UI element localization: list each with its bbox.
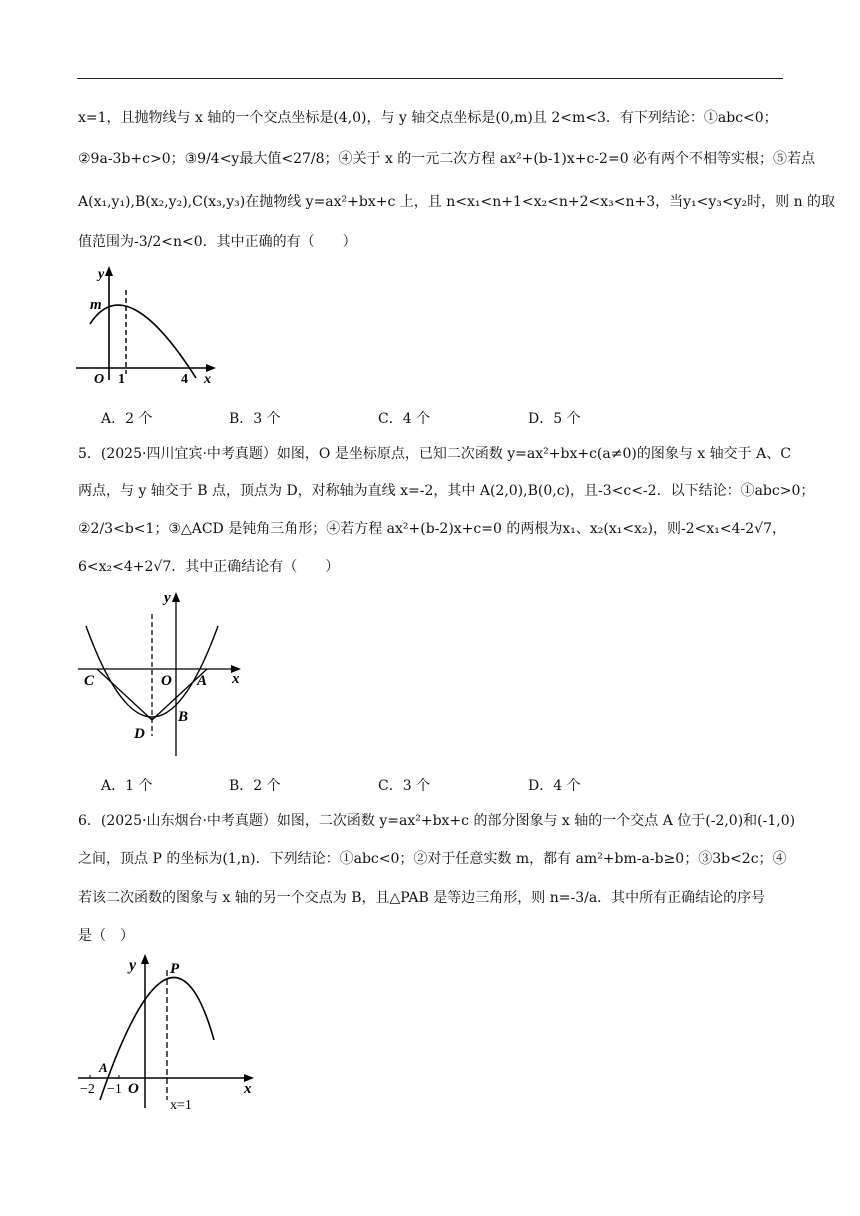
q6-fig-p-label: P — [170, 961, 180, 977]
q5-option-c[interactable]: C．3 个 — [378, 778, 431, 794]
q5-option-b[interactable]: B．2 个 — [229, 778, 281, 794]
q6-line-4: 是（ ） — [78, 928, 134, 944]
q4-line-2: ②9a-3b+c>0；③9/4<y最大值<27/8；④关于 x 的一元二次方程 ax²+(b-1)x+c-2=0 必有两个不相等实根；⑤若点 — [78, 151, 816, 167]
q6-figure — [74, 950, 269, 1115]
q6-fig-axis-label: x=1 — [170, 1098, 192, 1113]
q4-fig-y-label: y — [98, 267, 105, 282]
q4-option-c[interactable]: C．4 个 — [378, 411, 431, 427]
q5-fig-c-label: C — [84, 673, 95, 689]
q5-figure — [74, 586, 254, 766]
q5-fig-a-label: A — [197, 673, 208, 689]
q5-fig-x-label: x — [232, 671, 240, 687]
q4-line-4: 值范围为-3/2<n<0．其中正确的有（ ） — [78, 234, 357, 250]
q6-fig-x-label: x — [244, 1081, 252, 1097]
q5-line-3: ②2/3<b<1；③△ACD 是钝角三角形；④若方程 ax²+(b-2)x+c=0 的两根为x₁、x₂(x₁<x₂)，则-2<x₁<4-2√7， — [78, 521, 787, 537]
q4-fig-origin-label: O — [94, 372, 105, 387]
q5-line-1: 5．(2025·四川宜宾·中考真题）如图，O 是坐标原点，已知二次函数 y=ax²+bx+c(a≠0)的图象与 x 轴交于 A、C — [78, 446, 791, 462]
q6-fig-tick-neg1: −1 — [107, 1082, 122, 1097]
q4-option-a[interactable]: A．2 个 — [101, 411, 153, 427]
q5-fig-d-label: D — [134, 726, 145, 742]
q5-fig-y-label: y — [164, 590, 171, 606]
q6-fig-a-label: A — [99, 1060, 108, 1075]
q4-fig-tick-1: 1 — [118, 372, 125, 387]
q6-line-1: 6．(2025·山东烟台·中考真题）如图，二次函数 y=ax²+bx+c 的部分图象与 x 轴的一个交点 A 位于(-2,0)和(-1,0) — [78, 813, 796, 829]
q6-line-2: 之间，顶点 P 的坐标为(1,n)．下列结论：①abc<0；②对于任意实数 m，都有 am²+bm-a-b≥0；③3b<2c；④ — [78, 851, 787, 867]
q6-line-3: 若该二次函数的图象与 x 轴的另一个交点为 B，且△PAB 是等边三角形，则 n=-3/a．其中所有正确结论的序号 — [78, 890, 766, 906]
q5-fig-b-label: B — [178, 709, 189, 725]
q4-line-1: x=1，且抛物线与 x 轴的一个交点坐标是(4,0)，与 y 轴交点坐标是(0,m)且 2<m<3．有下列结论：①abc<0； — [78, 110, 778, 126]
q4-fig-x-label: x — [204, 372, 211, 387]
q6-fig-tick-neg2: −2 — [80, 1082, 95, 1097]
q5-line-2: 两点，与 y 轴交于 B 点，顶点为 D，对称轴为直线 x=-2，其中 A(2,0),B(0,c)，且-3<c<-2．以下结论：①abc>0； — [78, 483, 815, 499]
q4-option-d[interactable]: D．5 个 — [528, 411, 581, 427]
q5-option-a[interactable]: A．1 个 — [101, 778, 153, 794]
q6-fig-origin-label: O — [128, 1081, 139, 1097]
q4-figure — [74, 262, 224, 392]
q5-option-d[interactable]: D．4 个 — [528, 778, 581, 794]
q4-line-3: A(x₁,y₁),B(x₂,y₂),C(x₃,y₃)在抛物线 y=ax²+bx+c 上，且 n<x₁<n+1<x₂<n+2<x₃<n+3，当y₁<y₃<y₂时，则 n 的取 — [78, 194, 836, 210]
q6-fig-y-label: y — [129, 957, 137, 974]
header-rule — [77, 78, 783, 79]
q5-fig-origin-label: O — [161, 673, 172, 689]
q4-fig-tick-4: 4 — [181, 372, 188, 387]
q5-line-4: 6<x₂<4+2√7．其中正确结论有（ ） — [78, 559, 340, 575]
q4-option-b[interactable]: B．3 个 — [229, 411, 281, 427]
q4-fig-m-label: m — [90, 297, 102, 313]
